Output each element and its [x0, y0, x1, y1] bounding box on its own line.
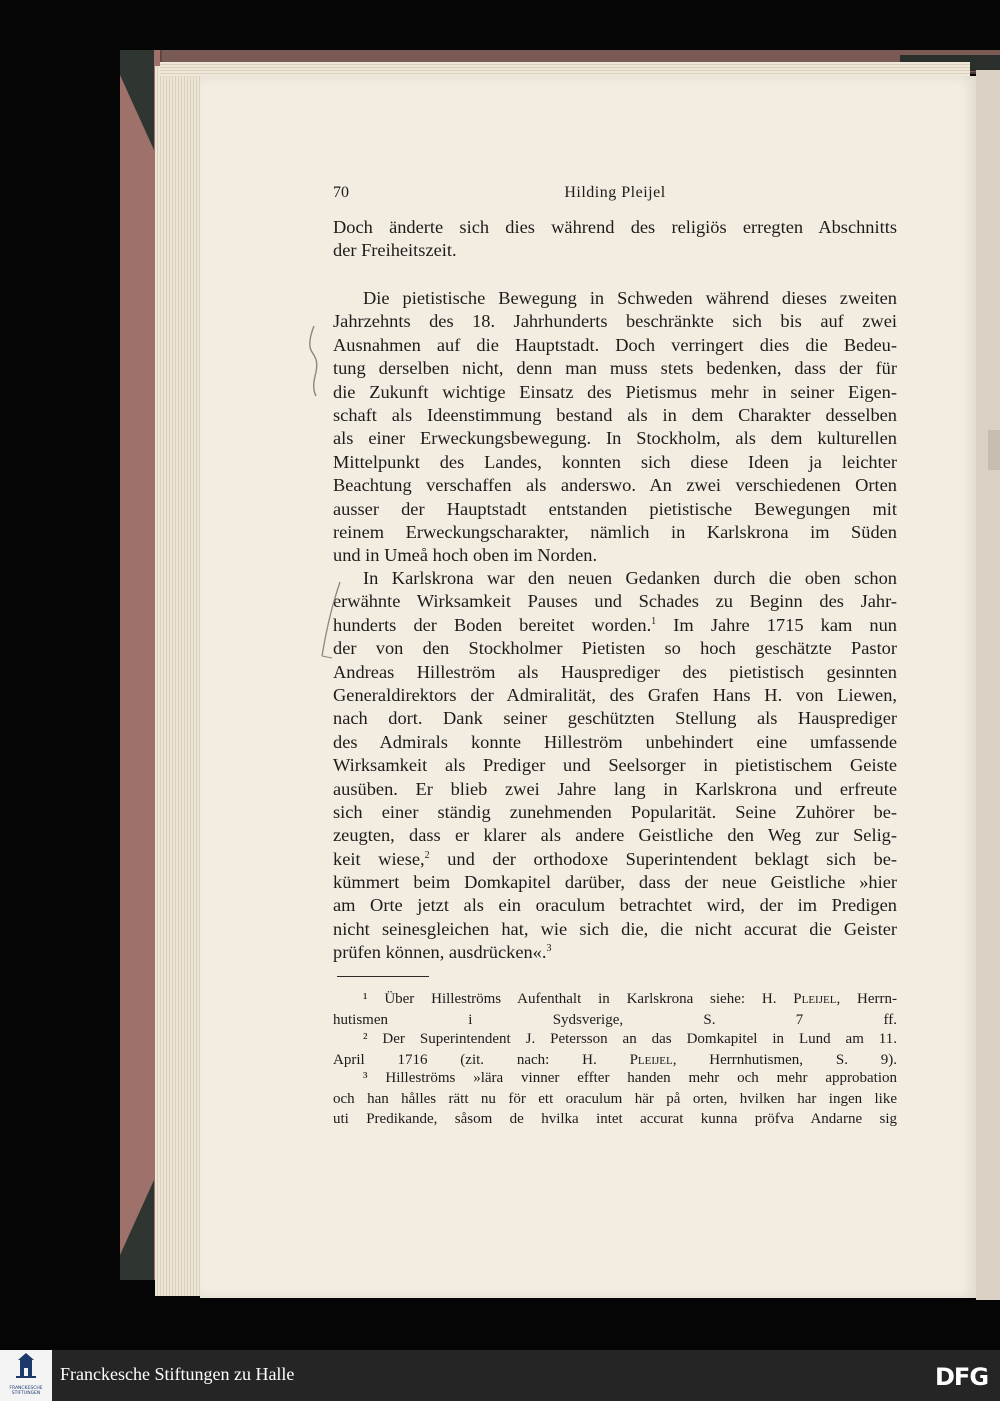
text-fragment: keit wiese,: [333, 848, 425, 869]
text-line: Doch änderte sich dies während des religiös erregten Abschnitts: [333, 217, 897, 237]
footnote-ref-1: 1: [651, 615, 657, 627]
footnote-line: [333, 989, 897, 1010]
page-stack-top: [160, 62, 970, 76]
text-line: Beachtung verschaffen als anderswo. An zwei verschiedenen Orten: [333, 475, 897, 496]
footnote-ref-3: 3: [546, 943, 552, 955]
building-icon: [0, 1350, 52, 1386]
text-fragment: ¹ Über Hilleströms Aufenthalt in Karlskrona siehe: H.: [363, 991, 794, 1007]
footnote-line: ² Der Superintendent J. Petersson an das Domkapitel in Lund am 11.: [363, 1031, 897, 1047]
facing-page-edge: [976, 70, 1000, 1300]
text-line: Generaldirektors der Admiralität, des Grafen Hans H. von Liewen,: [333, 684, 897, 705]
footnote-line: [333, 1050, 897, 1071]
text-line: und in Umeå hoch oben im Norden.: [333, 545, 598, 566]
footnote-rule: [337, 976, 429, 977]
footnote-1: [333, 989, 897, 1030]
pencil-margin-mark: [300, 322, 324, 402]
text-line: kümmert beim Domkapitel darüber, dass der neue Geistliche »hier: [333, 872, 897, 893]
text-line: [333, 848, 897, 871]
logo-caption: [0, 1386, 52, 1396]
paragraph-3: [333, 567, 897, 965]
text-line: am Orte jetzt als ein oraculum betrachtet wird, der im Predigen: [333, 895, 897, 916]
footnote-line: hutismen i Sydsverige, S. 7 ff.: [333, 1011, 897, 1028]
text-fragment: hunderts der Boden bereitet worden.: [333, 614, 652, 635]
dfg-logo[interactable]: DFG: [935, 1363, 989, 1391]
footnote-2: [333, 1029, 897, 1070]
text-line: [333, 941, 897, 964]
text-line: reinem Erweckungscharakter, nämlich in Karlskrona im Süden: [333, 521, 897, 542]
text-line: als einer Erweckungsbewegung. In Stockholm, als dem kulturellen: [333, 428, 897, 449]
text-line: [333, 614, 897, 637]
text-line: die Zukunft wichtige Einsatz des Pietismus mehr in seiner Eigen-: [333, 381, 897, 402]
text-line: zeugten, dass er klarer als andere Geistliche den Weg zur Selig-: [333, 825, 897, 846]
text-fragment: , Herrnhutismen, S. 9).: [672, 1051, 897, 1068]
institution-logo[interactable]: [0, 1350, 52, 1401]
running-header: [333, 184, 897, 208]
text-line: ausüben. Er blieb zwei Jahre lang in Karlskrona und erfreute: [333, 778, 897, 799]
footer-bar: [0, 1350, 1000, 1401]
page-number: 70: [333, 184, 349, 201]
footnote-3: [333, 1068, 897, 1130]
text-fragment: prüfen können, ausdrücken«.: [333, 942, 547, 963]
text-fragment: , Herrn-: [836, 991, 897, 1007]
text-line: der von den Stockholmer Pietisten so hoch geschätzte Pastor: [333, 638, 897, 659]
author-name: Pleijel: [629, 1051, 673, 1068]
text-line: Die pietistische Bewegung in Schweden während dieses zweiten: [363, 288, 897, 308]
text-line: In Karlskrona war den neuen Gedanken durch die oben schon: [363, 568, 897, 588]
footnote-line: uti Predikande, såsom de hvilka intet accurat kunna pröfva Andarne sig: [333, 1111, 897, 1127]
text-line: sich einer ständig zunehmenden Popularität. Seine Zuhörer be-: [333, 801, 897, 822]
text-line: erwähnte Wirksamkeit Pauses und Schades zu Beginn des Jahr-: [333, 591, 897, 612]
facing-page-shadow: [988, 430, 1000, 470]
text-line: nach dort. Dank seiner geschützten Stellung als Hausprediger: [333, 708, 897, 729]
author-name: Pleijel: [793, 991, 837, 1007]
page-stack-edges: [155, 66, 205, 1296]
footnote-ref-2: 2: [424, 849, 430, 861]
text-line: Jahrzehnts des 18. Jahrhunderts beschränkte sich bis auf zwei: [333, 311, 897, 332]
text-fragment: April 1716 (zit. nach: H.: [333, 1051, 630, 1068]
paragraph-2: [333, 287, 897, 568]
text-fragment: Im Jahre 1715 kam nun: [656, 614, 897, 635]
paragraph-1: [333, 216, 897, 263]
footnote-line: och han hålles rätt nu för ett oraculum här på orten, hvilken har ingen like: [333, 1090, 897, 1107]
text-line: ausser der Hauptstadt entstanden pietistische Bewegungen mit: [333, 498, 897, 519]
running-title: Hilding Pleijel: [564, 184, 666, 201]
logo-caption-line: STIFTUNGEN: [11, 1391, 41, 1396]
text-line: nicht seinesgleichen hat, wie sich die, die nicht accurat die Geister: [333, 918, 897, 939]
text-line: schaft als Ideenstimmung bestand als in dem Charakter desselben: [333, 404, 897, 425]
text-line: Ausnahmen auf die Hauptstadt. Doch verringert dies die Bedeu-: [333, 334, 897, 355]
text-line: Mittelpunkt des Landes, konnten sich diese Ideen ja leichter: [333, 451, 897, 472]
text-line: Andreas Hilleström als Hausprediger des pietistisch gesinnten: [333, 661, 897, 682]
pencil-margin-bracket: [318, 580, 346, 660]
logo-caption-line: FRANCKESCHE: [9, 1386, 43, 1391]
text-fragment: und der orthodoxe Superintendent beklagt sich be-: [429, 848, 897, 869]
text-line: Wirksamkeit als Prediger und Seelsorger in pietistischem Geiste: [333, 755, 897, 776]
text-line: tung derselben nicht, denn man muss stets bedenken, dass der für: [333, 358, 897, 379]
text-line: des Admirals konnte Hilleström unbehindert eine umfassende: [333, 731, 897, 752]
footnote-line: ³ Hilleströms »lära vinner effter handen mehr och mehr approbation: [363, 1070, 897, 1086]
institution-name[interactable]: Franckesche Stiftungen zu Halle: [60, 1364, 295, 1384]
text-line: der Freiheitszeit.: [333, 240, 457, 261]
